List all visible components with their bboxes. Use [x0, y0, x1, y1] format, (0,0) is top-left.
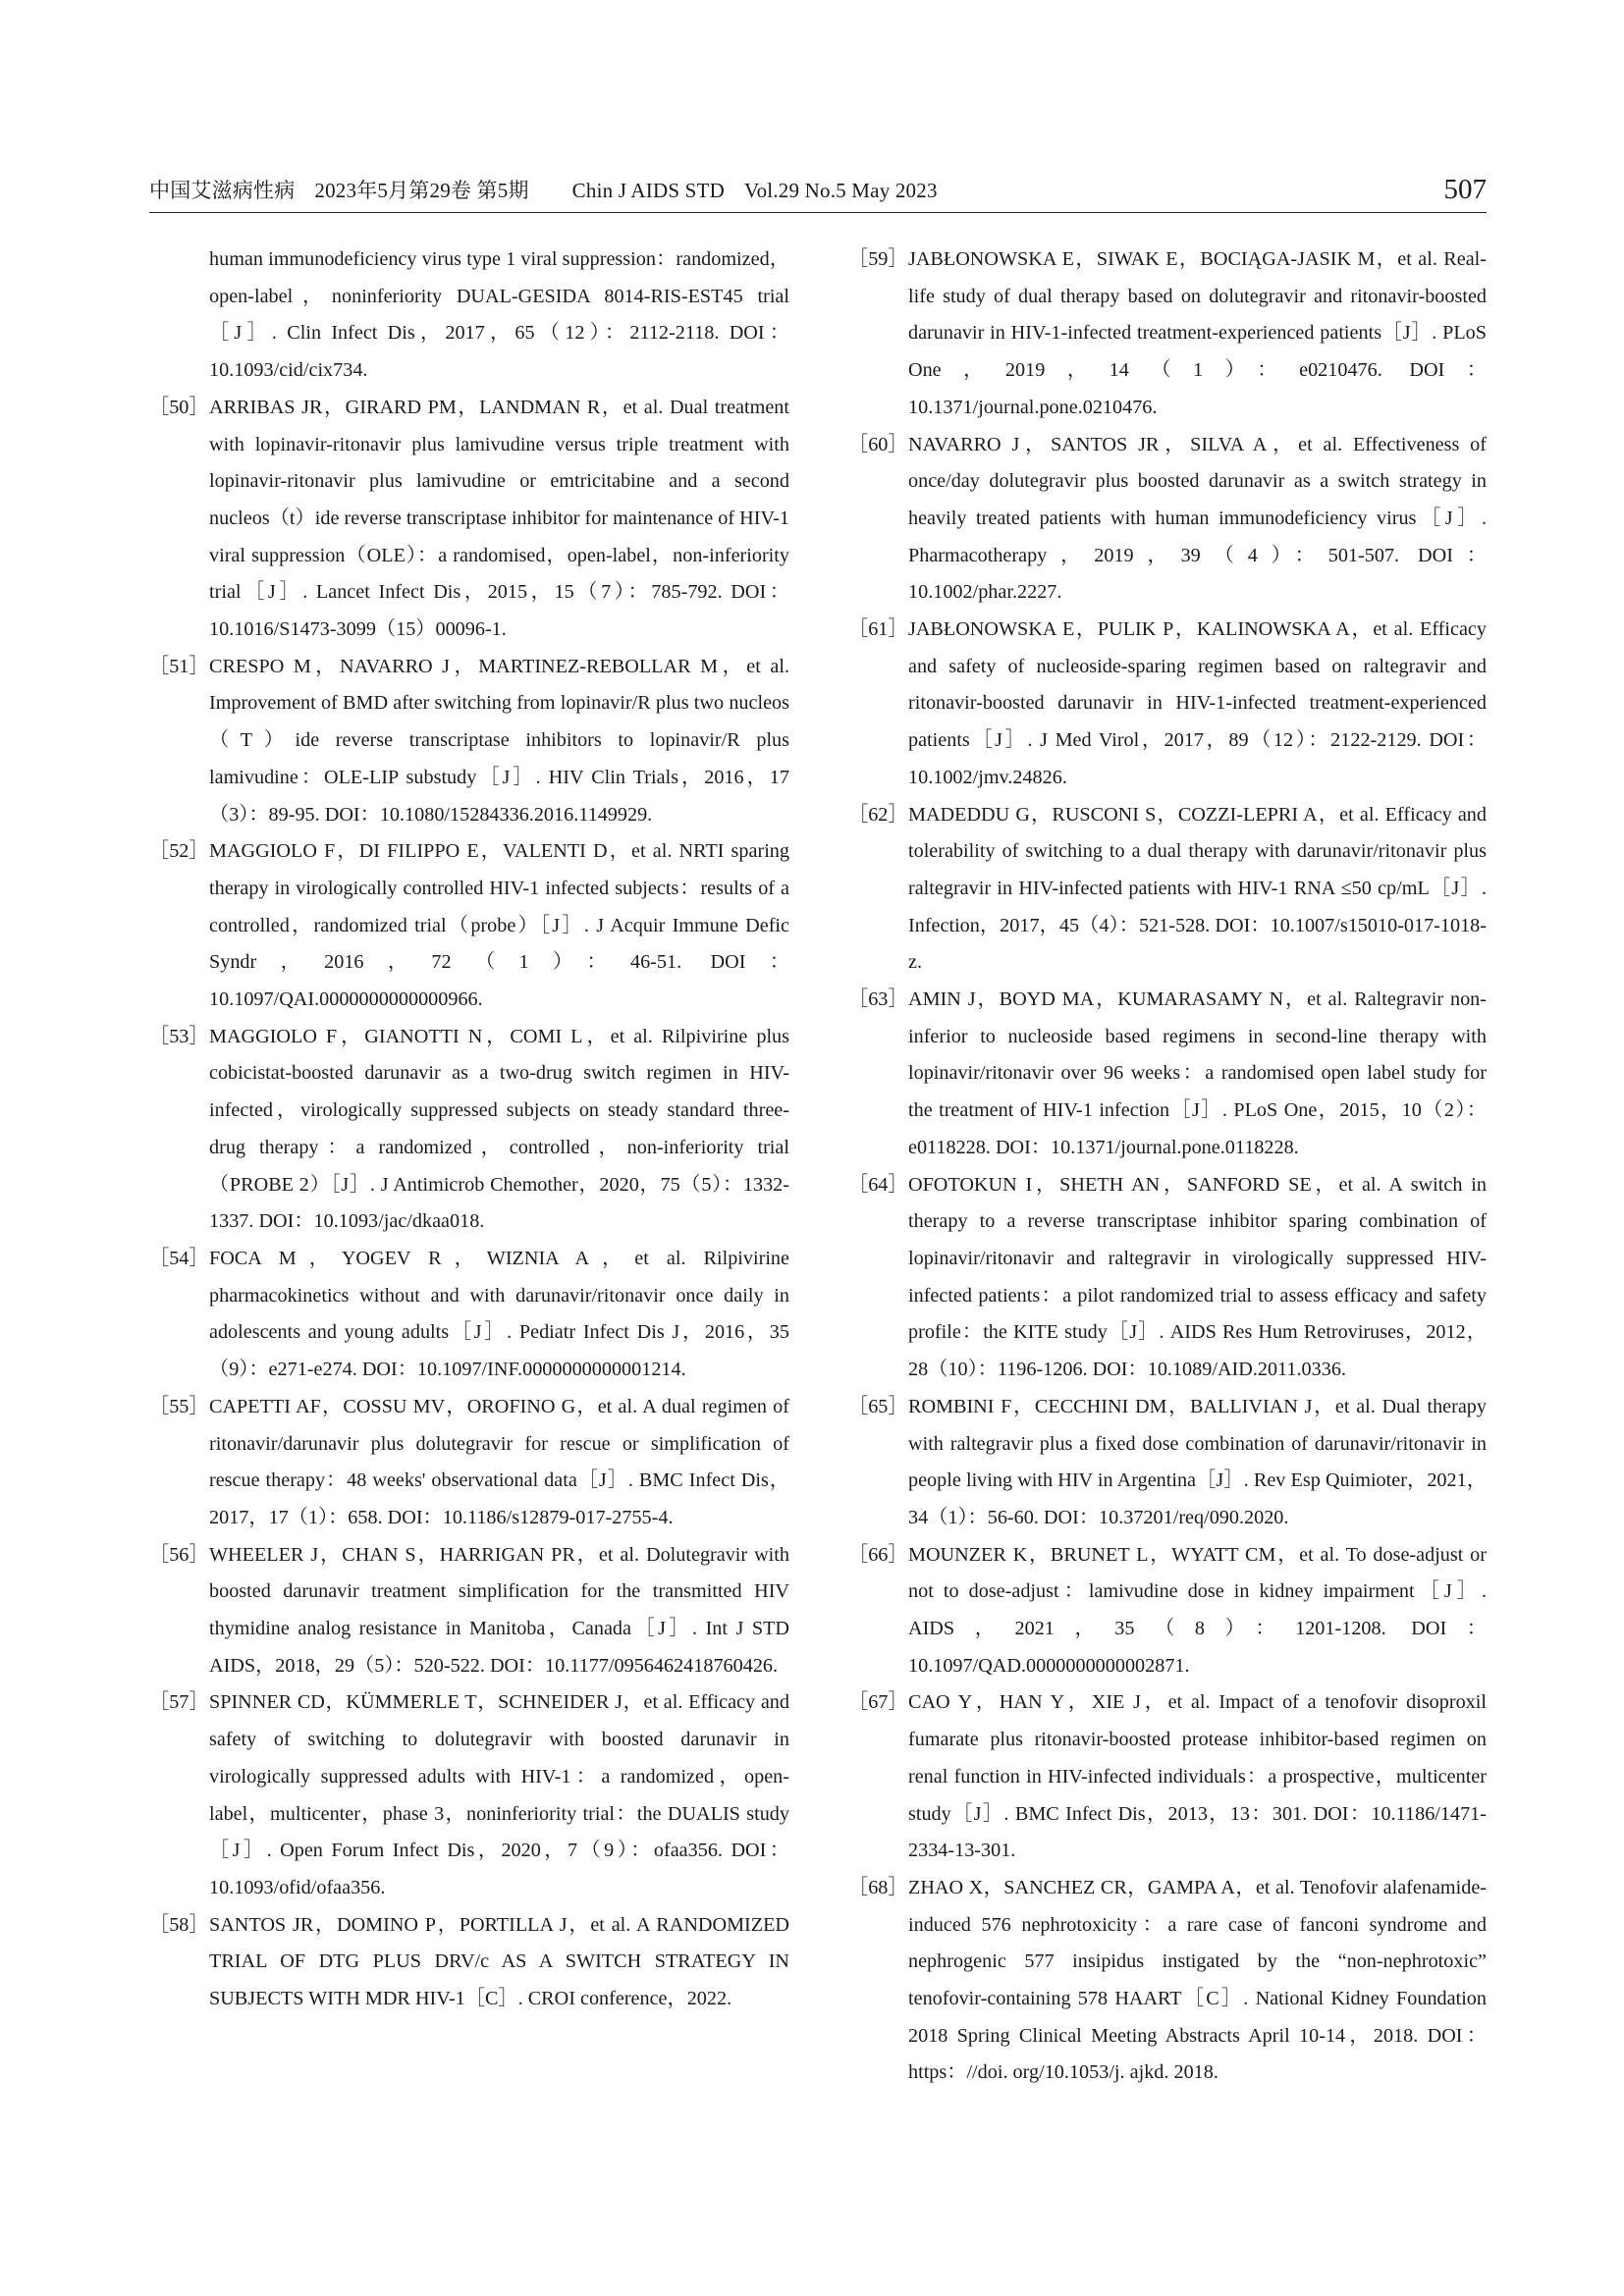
page-number: 507 — [1443, 174, 1487, 205]
reference-number: ［68］ — [848, 1876, 908, 1898]
header-journal-info — [149, 175, 957, 204]
reference-text: CAO Y，HAN Y，XIE J，et al. Impact of a tenofovir disoproxil fumarate plus ritonavir-boosted protease inhibitor-based regimen on renal function in HIV-infected individuals：a prospective，multicenter study［J］. BMC Infect Dis，2013，13：301. DOI：10.1186/1471-2334-13-301. — [908, 1691, 1487, 1862]
reference-text: MAGGIOLO F，DI FILIPPO E，VALENTI D，et al. NRTI sparing therapy in virologically controlled HIV-1 infected subjects：results of a controlled，randomized trial（probe）［J］. J Acquir Immune Defic Syndr，2016，72（1）：46-51. DOI：10.1097/QAI.0000000000000966. — [209, 840, 789, 1011]
reference-number: ［56］ — [149, 1543, 209, 1566]
reference-item — [149, 1684, 789, 1906]
issue-info-cn: 2023年5月第29卷 第5期 — [314, 179, 529, 202]
journal-name-en: Chin J AIDS STD — [571, 179, 725, 202]
reference-item — [848, 797, 1487, 983]
reference-text: ARRIBAS JR，GIRARD PM，LANDMAN R，et al. Dual treatment with lopinavir-ritonavir plus lamivudine versus triple treatment with lopinavir-ritonavir plus lamivudine or emtricitabine and a second nucleos（t）ide reverse transcriptase inhibitor for maintenance of HIV-1 viral suppression（OLE）：a randomised，open-label，non-inferiority trial［J］. Lancet Infect Dis，2015，15（7）：785-792. DOI：10.1016/S1473-3099（15）00096-1. — [209, 396, 789, 641]
reference-number: ［64］ — [848, 1173, 908, 1196]
reference-text: MADEDDU G，RUSCONI S，COZZI-LEPRI A，et al. Efficacy and tolerability of switching to a dual therapy with darunavir/ritonavir plus raltegravir in HIV-infected patients with HIV-1 RNA ≤50 cp/mL［J］. Infection，2017，45（4）：521-528. DOI：10.1007/s15010-017-1018-z. — [908, 803, 1487, 974]
reference-number: ［52］ — [149, 840, 209, 863]
reference-number: ［51］ — [149, 655, 209, 677]
reference-text: WHEELER J，CHAN S，HARRIGAN PR，et al. Dolutegravir with boosted darunavir treatment simplification for the transmitted HIV thymidine analog resistance in Manitoba，Canada［J］. Int J STD AIDS，2018，29（5）：520-522. DOI：10.1177/0956462418760426. — [209, 1543, 790, 1677]
issue-info-en: Vol.29 No.5 May 2023 — [743, 179, 938, 202]
reference-text: MOUNZER K，BRUNET L，WYATT CM，et al. To dose-adjust or not to dose-adjust：lamivudine dose in kidney impairment［J］. AIDS，2021，35（8）：1201-1208. DOI：10.1097/QAD.0000000000002871. — [908, 1543, 1487, 1677]
left-column — [149, 241, 789, 2018]
reference-item — [149, 1241, 789, 1389]
reference-item — [149, 649, 789, 834]
reference-item — [848, 241, 1487, 427]
reference-text: MAGGIOLO F，GIANOTTI N，COMI L，et al. Rilpivirine plus cobicistat-boosted darunavir as a two-drug switch regimen in HIV-infected，virologically suppressed subjects on steady standard three-drug therapy：a randomized，controlled，non-inferiority trial（PROBE 2）［J］. J Antimicrob Chemother，2020，75（5）：1332-1337. DOI：10.1093/jac/dkaa018. — [209, 1025, 789, 1233]
reference-text: CAPETTI AF，COSSU MV，OROFINO G，et al. A dual regimen of ritonavir/darunavir plus dolutegravir for rescue or simplification of rescue therapy：48 weeks' observational data［J］. BMC Infect Dis，2017，17（1）：658. DOI：10.1186/s12879-017-2755-4. — [209, 1395, 789, 1528]
right-column — [848, 241, 1487, 2092]
reference-item — [848, 1167, 1487, 1389]
reference-text: SANTOS JR，DOMINO P，PORTILLA J，et al. A RANDOMIZED TRIAL OF DTG PLUS DRV/c AS A SWITCH STRATEGY IN SUBJECTS WITH MDR HIV-1［C］. CROI conference，2022. — [209, 1913, 789, 2010]
reference-item — [149, 390, 789, 649]
reference-number: ［65］ — [848, 1395, 908, 1417]
reference-text: SPINNER CD，KÜMMERLE T，SCHNEIDER J，et al. Efficacy and safety of switching to dolutegravir with boosted darunavir in virologically suppressed adults with HIV-1：a randomized，open-label，multicenter，phase 3，noninferiority trial：the DUALIS study［J］. Open Forum Infect Dis，2020，7（9）：ofaa356. DOI：10.1093/ofid/ofaa356. — [209, 1691, 789, 1898]
journal-name-cn: 中国艾滋病性病 — [149, 179, 296, 202]
running-header — [149, 167, 1487, 213]
reference-item — [848, 1684, 1487, 1870]
reference-item — [848, 612, 1487, 797]
reference-number: ［63］ — [848, 988, 908, 1011]
reference-continuation: human immunodeficiency virus type 1 viral suppression：randomized，open-label，noninferiority DUAL-GESIDA 8014-RIS-EST45 trial［J］. Clin Infect Dis，2017，65（12）：2112-2118. DOI：10.1093/cid/cix734. — [209, 248, 789, 382]
reference-text: NAVARRO J，SANTOS JR，SILVA A，et al. Effectiveness of once/day dolutegravir plus boosted darunavir as a switch strategy in heavily treated patients with human immunodeficiency virus［J］. Pharmacotherapy，2019，39（4）：501-507. DOI：10.1002/phar.2227. — [908, 433, 1487, 604]
reference-text: JABŁONOWSKA E，SIWAK E，BOCIĄGA-JASIK M，et al. Real-life study of dual therapy based on dolutegravir and ritonavir-boosted darunavir in HIV-1-infected treatment-experienced patients［J］. PLoS One，2019，14（1）：e0210476. DOI：10.1371/journal.pone.0210476. — [908, 248, 1487, 418]
reference-item — [848, 1870, 1487, 2092]
reference-text: JABŁONOWSKA E，PULIK P，KALINOWSKA A，et al. Efficacy and safety of nucleoside-sparing regimen based on raltegravir and ritonavir-boosted darunavir in HIV-1-infected treatment-experienced patients［J］. J Med Virol，2017，89（12）：2122-2129. DOI：10.1002/jmv.24826. — [908, 618, 1487, 788]
reference-text: AMIN J，BOYD MA，KUMARASAMY N，et al. Raltegravir non-inferior to nucleoside based regimens in second-line therapy with lopinavir/ritonavir over 96 weeks：a randomised open label study for the treatment of HIV-1 infection［J］. PLoS One，2015，10（2）：e0118228. DOI：10.1371/journal.pone.0118228. — [908, 988, 1487, 1158]
reference-item — [848, 1389, 1487, 1537]
reference-text: FOCA M，YOGEV R，WIZNIA A，et al. Rilpivirine pharmacokinetics without and with darunavir/ritonavir once daily in adolescents and young adults［J］. Pediatr Infect Dis J，2016，35（9）：e271-e274. DOI：10.1097/INF.0000000000001214. — [209, 1247, 789, 1381]
reference-text: ROMBINI F，CECCHINI DM，BALLIVIAN J，et al. Dual therapy with raltegravir plus a fixed dose combination of darunavir/ritonavir in people living with HIV in Argentina［J］. Rev Esp Quimioter，2021，34（1）：56-60. DOI：10.37201/req/090.2020. — [908, 1395, 1487, 1528]
reference-text: ZHAO X，SANCHEZ CR，GAMPA A，et al. Tenofovir alafenamide-induced 576 nephrotoxicity：a rare case of fanconi syndrome and nephrogenic 577 insipidus instigated by the “non-nephrotoxic” tenofovir-containing 578 HAART［C］. National Kidney Foundation 2018 Spring Clinical Meeting Abstracts April 10-14，2018. DOI：https：//doi. org/10.1053/j. ajkd. 2018. — [908, 1876, 1487, 2084]
reference-number: ［61］ — [848, 618, 908, 641]
reference-number: ［59］ — [848, 248, 908, 270]
reference-number: ［57］ — [149, 1691, 209, 1714]
reference-item — [149, 1389, 789, 1537]
reference-number: ［50］ — [149, 396, 209, 418]
reference-number: ［58］ — [149, 1913, 209, 1936]
reference-number: ［62］ — [848, 803, 908, 826]
reference-item — [149, 833, 789, 1019]
reference-item — [848, 982, 1487, 1167]
reference-number: ［53］ — [149, 1025, 209, 1047]
reference-item — [848, 1537, 1487, 1685]
reference-item — [149, 1907, 789, 2018]
reference-text: OFOTOKUN I，SHETH AN，SANFORD SE，et al. A switch in therapy to a reverse transcriptase inhibitor sparing combination of lopinavir/ritonavir and raltegravir in virologically suppressed HIV-infected patients：a pilot randomized trial to assess efficacy and safety profile：the KITE study［J］. AIDS Res Hum Retroviruses，2012，28（10）：1196-1206. DOI：10.1089/AID.2011.0336. — [908, 1173, 1487, 1381]
reference-item — [848, 427, 1487, 613]
reference-item — [149, 1537, 789, 1685]
reference-number: ［60］ — [848, 433, 908, 455]
reference-item — [149, 1019, 789, 1241]
reference-number: ［54］ — [149, 1247, 209, 1269]
reference-number: ［66］ — [848, 1543, 908, 1566]
reference-number: ［67］ — [848, 1691, 908, 1714]
reference-number: ［55］ — [149, 1395, 209, 1417]
reference-text: CRESPO M，NAVARRO J，MARTINEZ-REBOLLAR M，et al. Improvement of BMD after switching from lopinavir/R plus two nucleos（T）ide reverse transcriptase inhibitors to lopinavir/R plus lamivudine：OLE-LIP substudy［J］. HIV Clin Trials，2016，17（3）：89-95. DOI：10.1080/15284336.2016.1149929. — [209, 655, 789, 826]
